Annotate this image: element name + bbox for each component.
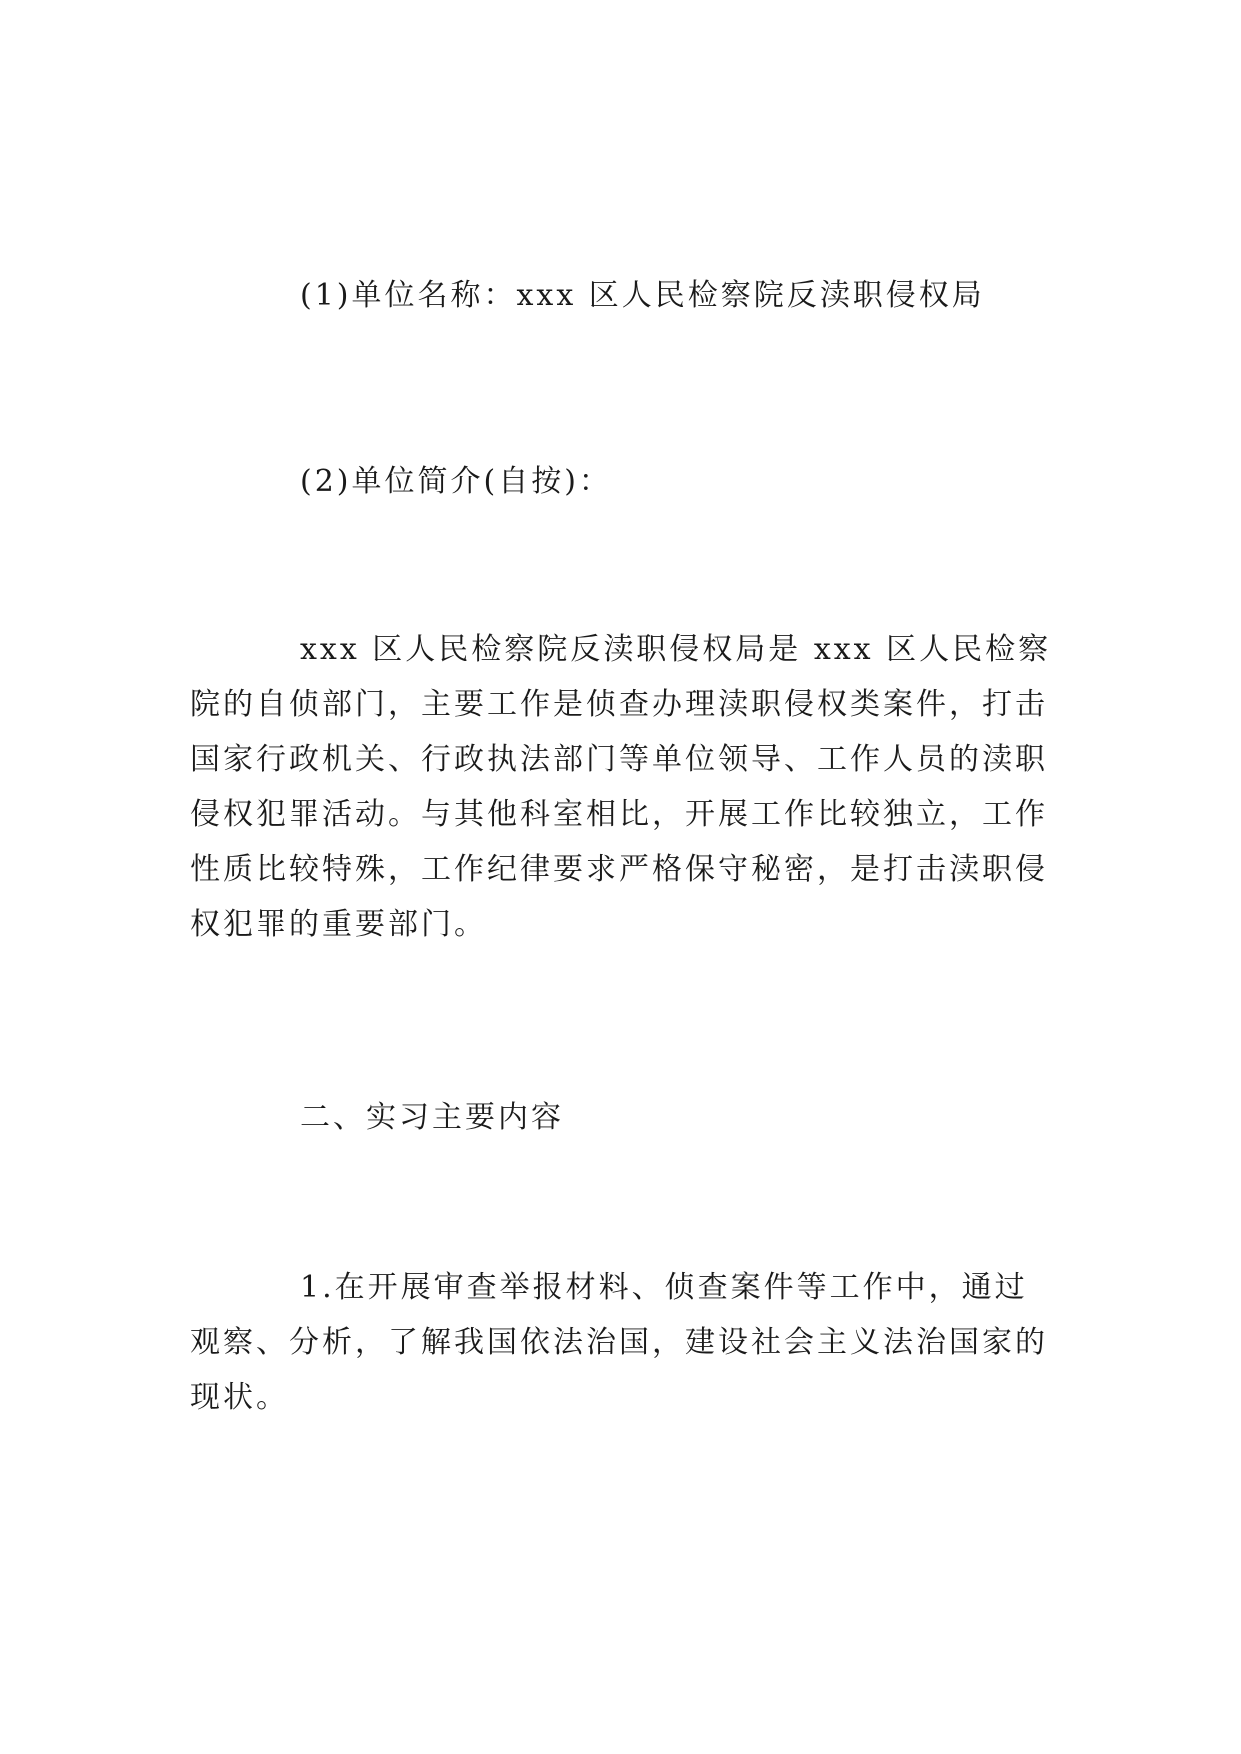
- unit-name-line: (1)单位名称：xxx 区人民检察院反渎职侵权局: [300, 278, 985, 313]
- section-two-heading: 二、实习主要内容: [300, 1100, 564, 1135]
- item-one-paragraph: 1.在开展审查举报材料、侦查案件等工作中，通过观察、分析，了解我国依法治国，建设社会主义法治国家的现状。: [190, 1270, 1048, 1415]
- intro-paragraph: xxx 区人民检察院反渎职侵权局是 xxx 区人民检察院的自侦部门，主要工作是侦查办理渎职侵权类案件，打击国家行政机关、行政执法部门等单位领导、工作人员的渎职侵权犯罪活动。与其他科室相比，开展工作比较独立，工作性质比较特殊，工作纪律要求严格保守秘密，是打击渎职侵权犯罪的重要部门。: [190, 632, 1052, 942]
- unit-intro-line: (2)单位简介(自按)：: [300, 464, 612, 499]
